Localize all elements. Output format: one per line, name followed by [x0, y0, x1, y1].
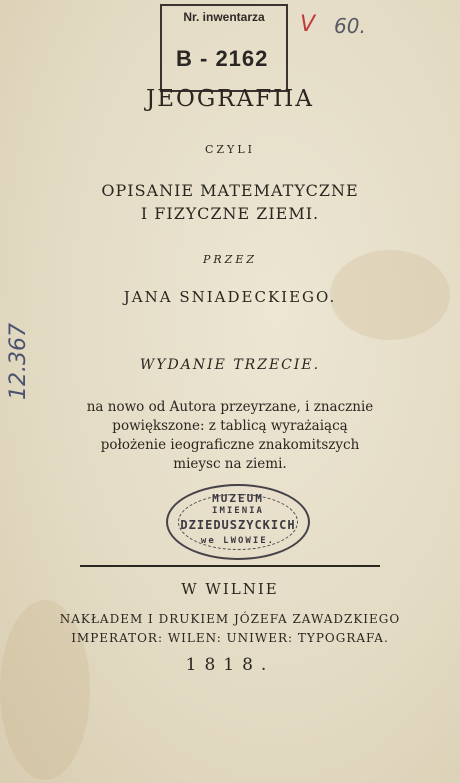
stamp-line-3: DZIEDUSZYCKICH	[180, 518, 296, 532]
red-check-mark: V	[300, 12, 316, 37]
museum-library-stamp	[166, 484, 310, 560]
book-title: JEOGRAFIIA	[146, 86, 314, 112]
inventory-stamp-header: Nr. inwentarza	[183, 10, 265, 24]
pencil-note-top: 60.	[334, 14, 366, 38]
divider-rule	[80, 565, 380, 567]
pencil-note-side: 12.367	[6, 323, 31, 400]
stamp-line-4: we LWOWIE.	[200, 536, 276, 546]
imprint-year: 1818.	[185, 655, 275, 675]
edition-description: na nowo od Autora przeyrzane, i znacznie powiększone: z tablicą wyrażaiącą położenie ieograficzne znakomitszych mieysc na ziemi.	[86, 399, 374, 472]
stamp-line-1: MUZEUM	[212, 492, 264, 505]
paper-stain	[0, 600, 90, 780]
title-connector: CZYLI	[205, 143, 255, 156]
inventory-number: B - 2162	[176, 46, 269, 71]
author-name: JANA SNIADECKIEGO.	[123, 288, 337, 306]
edition-label: WYDANIE TRZECIE.	[139, 357, 321, 373]
by-label: PRZEZ	[203, 253, 257, 266]
stamp-line-2: IMIENIA	[212, 506, 264, 516]
subtitle-line-1: OPISANIE MATEMATYCZNE	[101, 181, 359, 200]
imprint-publisher: NAKŁADEM I DRUKIEM JÓZEFA ZAWADZKIEGO	[59, 612, 401, 626]
subtitle-line-2: I FIZYCZNE ZIEMI.	[140, 204, 320, 223]
imprint-city: W WILNIE	[181, 580, 279, 598]
inventory-stamp	[160, 4, 288, 92]
imprint-printer: IMPERATOR: WILEN: UNIWER: TYPOGRAFA.	[71, 631, 389, 645]
